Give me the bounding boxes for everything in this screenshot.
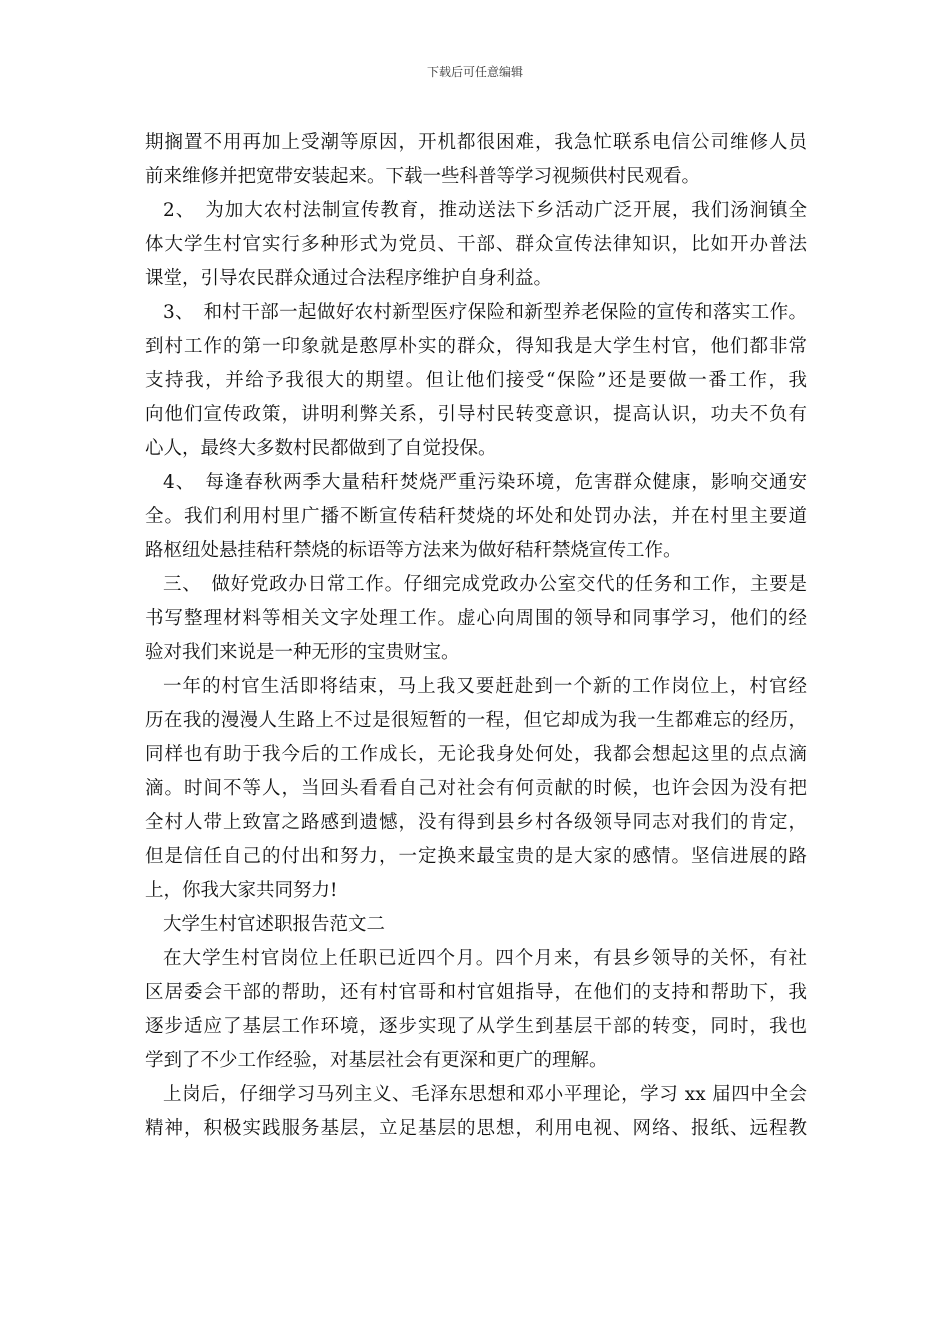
text-line: 前来维修并把宽带安装起来。下载一些科普等学习视频供村民观看。 — [145, 166, 701, 187]
text-line: 上，你我大家共同努力! — [145, 880, 338, 901]
text-line: 但是信任自己的付出和努力，一定换来最宝贵的是大家的感情。坚信进展的路 — [145, 846, 807, 867]
text-line: 滴。时间不等人，当回头看看自己对社会有何贡献的时候，也许会因为没有把 — [145, 778, 807, 799]
text-line: 全村人带上致富之路感到遗憾，没有得到县乡村各级领导同志对我们的肯定， — [145, 812, 807, 833]
text-line: 期搁置不用再加上受潮等原因，开机都很困难，我急忙联系电信公司维修人员 — [145, 132, 807, 153]
text-line: 3、 和村干部一起做好农村新型医疗保险和新型养老保险的宣传和落实工作。 — [163, 302, 807, 323]
text-line: 上岗后，仔细学习马列主义、毛泽东思想和邓小平理论，学习 xx 届四中全会 — [163, 1084, 807, 1105]
text-line: 大学生村官述职报告范文二 — [163, 914, 386, 935]
text-line: 全。我们利用村里广播不断宣传秸秆焚烧的坏处和处罚办法，并在村里主要道 — [145, 506, 807, 527]
document-body — [145, 126, 807, 1146]
text-line: 支持我，并给予我很大的期望。但让他们接受“保险”还是要做一番工作，我 — [145, 370, 807, 391]
text-line: 书写整理材料等相关文字处理工作。虚心向周围的领导和同事学习，他们的经 — [145, 608, 807, 629]
text-line: 同样也有助于我今后的工作成长，无论我身处何处，我都会想起这里的点点滴 — [145, 744, 807, 765]
text-line: 逐步适应了基层工作环境，逐步实现了从学生到基层干部的转变，同时，我也 — [145, 1016, 807, 1037]
text-line: 精神，积极实践服务基层，立足基层的思想，利用电视、网络、报纸、远程教 — [145, 1118, 807, 1139]
text-line: 三、 做好党政办日常工作。仔细完成党政办公室交代的任务和工作，主要是 — [163, 574, 807, 595]
text-line: 验对我们来说是一种无形的宝贵财宝。 — [145, 642, 460, 663]
text-line: 历在我的漫漫人生路上不过是很短暂的一程，但它却成为我一生都难忘的经历， — [145, 710, 807, 731]
text-line: 2、 为加大农村法制宣传教育，推动送法下乡活动广泛开展，我们汤涧镇全 — [163, 200, 807, 221]
text-line: 体大学生村官实行多种形式为党员、干部、群众宣传法律知识，比如开办普法 — [145, 234, 807, 255]
text-line: 学到了不少工作经验，对基层社会有更深和更广的理解。 — [145, 1050, 608, 1071]
text-line: 心人，最终大多数村民都做到了自觉投保。 — [145, 438, 497, 459]
text-line: 向他们宣传政策，讲明利弊关系，引导村民转变意识，提高认识，功夫不负有 — [145, 404, 807, 425]
text-line: 区居委会干部的帮助，还有村官哥和村官姐指导，在他们的支持和帮助下，我 — [145, 982, 807, 1003]
text-line: 到村工作的第一印象就是憨厚朴实的群众，得知我是大学生村官，他们都非常 — [145, 336, 807, 357]
page-header: 下载后可任意编辑 — [426, 65, 523, 79]
text-line: 课堂，引导农民群众通过合法程序维护自身利益。 — [145, 268, 553, 289]
text-line: 一年的村官生活即将结束，马上我又要赶赴到一个新的工作岗位上，村官经 — [163, 676, 807, 697]
text-line: 在大学生村官岗位上任职已近四个月。四个月来，有县乡领导的关怀，有社 — [163, 948, 807, 969]
text-line: 路枢纽处悬挂秸秆禁烧的标语等方法来为做好秸秆禁烧宣传工作。 — [145, 540, 682, 561]
text-line: 4、 每逢春秋两季大量秸秆焚烧严重污染环境，危害群众健康，影响交通安 — [163, 472, 807, 493]
